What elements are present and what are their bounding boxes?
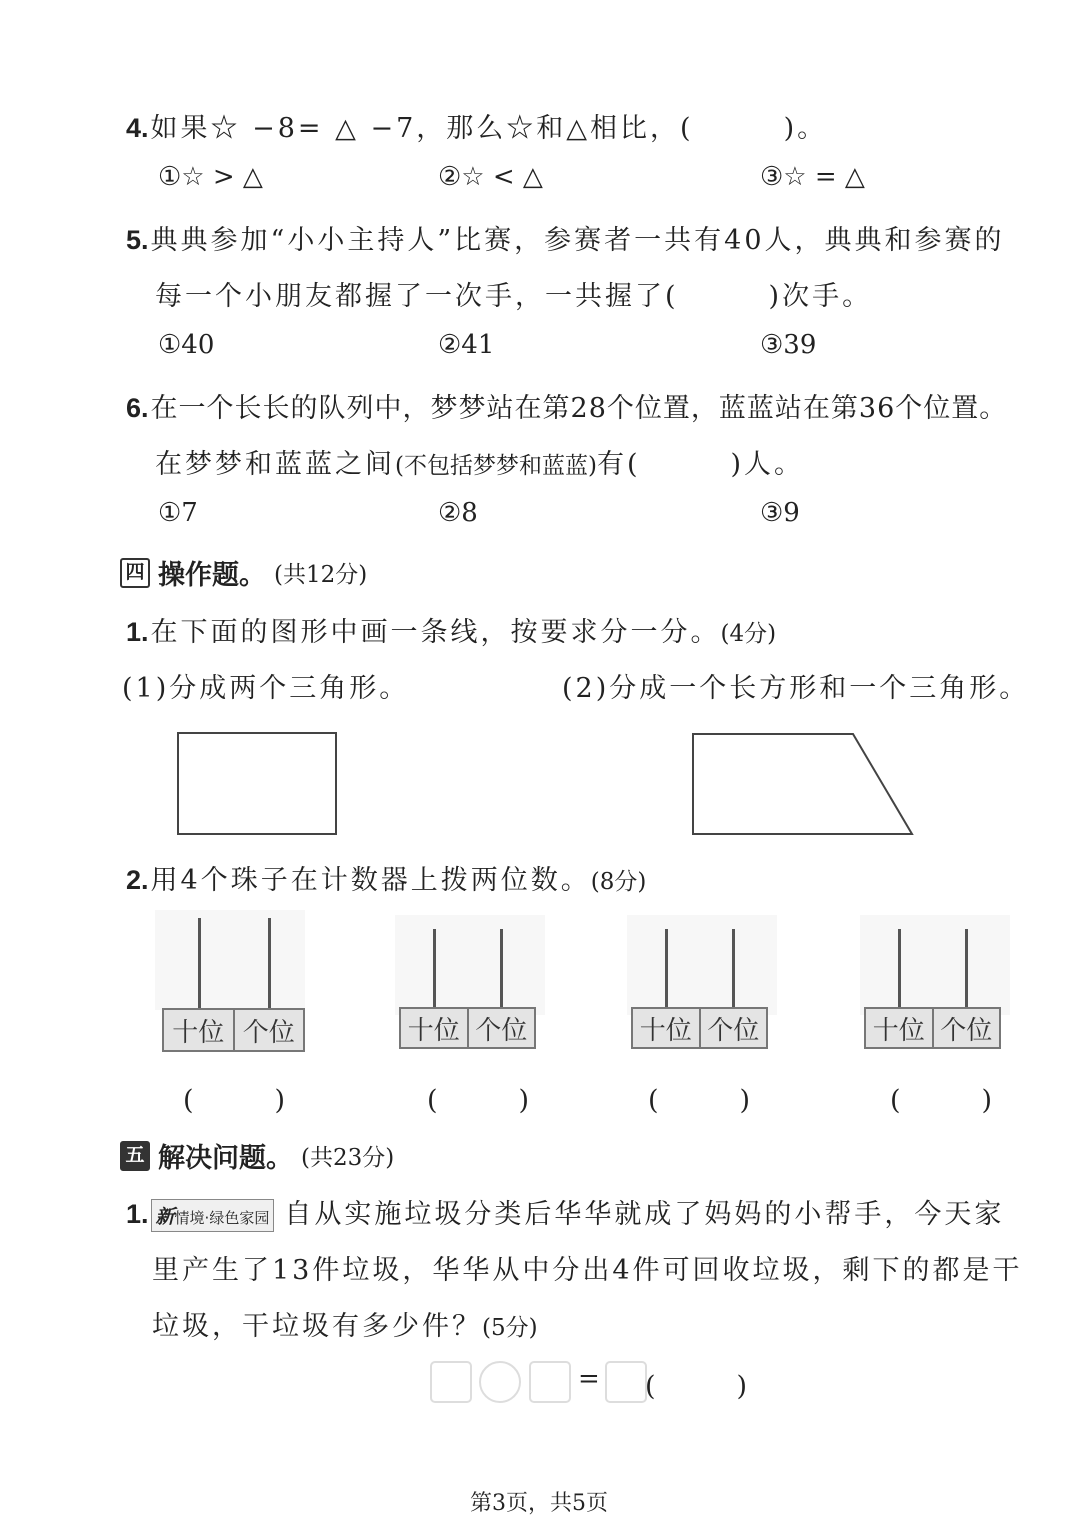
option-1[interactable]: ①☆ > △ [158,162,263,192]
operator-circle[interactable] [479,1361,521,1403]
context-tag [151,1199,275,1232]
abacus-background [155,910,305,1010]
answer-blank-4[interactable]: ( ) [890,1085,993,1116]
section-4-question-2 [126,858,646,897]
equation-box-2[interactable] [529,1361,571,1403]
abacus-4[interactable] [860,915,1020,1065]
sub-question-1: (1)分成两个三角形。 [122,673,410,704]
ones-rod[interactable] [500,929,503,1009]
ones-label: 个位 [707,1015,760,1046]
place-value-labels [399,1007,536,1049]
option-1[interactable]: ①40 [158,330,215,360]
question-text-line-2: 里产生了13件垃圾，华华从中分出4件可回收垃圾，剩下的都是干 [152,1255,1023,1286]
tens-rod[interactable] [433,929,436,1009]
abacus-background [627,915,777,1015]
ones-rod[interactable] [268,918,271,1008]
section-score: (共23分) [301,1145,395,1171]
question-number: 5. [126,225,149,255]
abacus-background [395,915,545,1015]
tens-label: 十位 [866,1009,934,1047]
unit-blank[interactable]: ( ) [645,1371,748,1402]
tens-label: 十位 [164,1010,235,1050]
rectangle-shape[interactable] [175,730,341,838]
note-text: (不包括梦梦和蓝蓝) [395,453,597,479]
question-score: (5分) [482,1315,538,1341]
section-badge: 四 [120,558,150,588]
text-part: 在梦梦和蓝蓝之间 [155,449,395,480]
question-text-line-1: 自从实施垃圾分类后华华就成了妈妈的小帮手，今天家 [284,1199,1005,1230]
tens-rod[interactable] [665,929,668,1009]
question-number: 4. [126,113,149,143]
question-number: 6. [126,393,149,423]
option-2[interactable]: ②☆ < △ [438,162,543,192]
section-4-header [120,553,367,592]
question-text-line-3 [152,1304,538,1343]
question-number: 1. [126,617,149,647]
question-4 [126,106,827,145]
tag-text: 情境·绿色家园 [174,1209,270,1227]
question-number: 1. [126,1199,149,1229]
ones-label: 个位 [940,1015,993,1046]
abacus-3[interactable] [627,915,787,1065]
answer-blank-2[interactable]: ( ) [427,1085,530,1116]
answer-blank-3[interactable]: ( ) [648,1085,751,1116]
question-text: 如果☆ −8= △ −7，那么☆和△相比，( )。 [150,113,828,144]
option-2[interactable]: ②8 [438,498,478,528]
equation-box-1[interactable] [430,1361,472,1403]
abacus-background [860,915,1010,1015]
section-5-header [120,1136,394,1175]
section-title: 操作题。 [158,560,266,591]
place-value-labels [864,1007,1001,1049]
answer-blank-1[interactable]: ( ) [183,1085,286,1116]
question-text-line-1: 典典参加“小小主持人”比赛，参赛者一共有40人，典典和参赛的 [150,225,1005,256]
tens-label: 十位 [401,1009,469,1047]
option-2[interactable]: ②41 [438,330,495,360]
question-6 [126,386,1007,425]
equation-result-box[interactable] [605,1361,647,1403]
abacus-2[interactable] [395,915,555,1065]
question-5 [126,218,1005,257]
text-part: 有( )人。 [596,449,805,480]
place-value-labels [631,1007,768,1049]
section-title: 解决问题。 [158,1143,293,1174]
section-badge: 五 [120,1141,150,1171]
question-score: (8分) [590,869,647,895]
trapezoid-shape[interactable] [690,730,918,838]
question-text: 用4个珠子在计数器上拨两位数。 [150,865,591,896]
section-score: (共12分) [274,562,368,588]
ones-rod[interactable] [732,929,735,1009]
section-5-question-1 [126,1192,1004,1232]
ones-rod[interactable] [965,929,968,1009]
question-text: 在下面的图形中画一条线，按要求分一分。 [150,617,721,648]
section-4-question-1 [126,610,776,649]
ones-label: 个位 [242,1017,295,1048]
ones-label: 个位 [475,1015,528,1046]
option-3[interactable]: ③39 [760,330,817,360]
option-3[interactable]: ③☆ = △ [760,162,865,192]
sub-question-2: (2)分成一个长方形和一个三角形。 [562,673,1030,704]
tag-new: 新 [155,1206,175,1228]
page-footer: 第3页，共5页 [470,1491,608,1516]
question-text-line-2: 每一个小朋友都握了一次手，一共握了( )次手。 [155,281,873,312]
question-number: 2. [126,865,149,895]
equals-sign: = [578,1364,600,1394]
question-text: 垃圾，干垃圾有多少件？ [152,1311,482,1342]
abacus-1[interactable] [155,910,315,1060]
option-3[interactable]: ③9 [760,498,800,528]
question-text-line-1: 在一个长长的队列中，梦梦站在第28个位置，蓝蓝站在第36个位置。 [150,393,1008,424]
tens-label: 十位 [633,1009,701,1047]
question-text-line-2 [155,442,804,481]
option-1[interactable]: ①7 [158,498,198,528]
question-score: (4分) [720,621,777,647]
tens-rod[interactable] [898,929,901,1009]
place-value-labels [162,1008,305,1052]
tens-rod[interactable] [198,918,201,1008]
